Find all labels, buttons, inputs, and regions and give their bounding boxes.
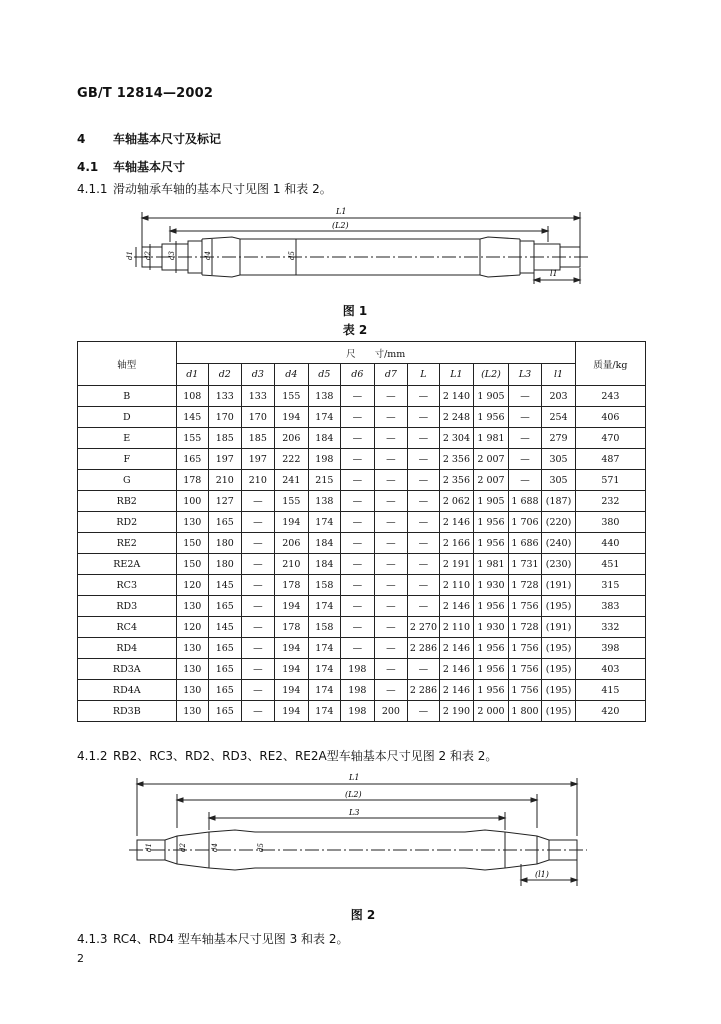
col-header-L: L [408, 364, 439, 386]
cell-d4: 222 [275, 449, 309, 470]
cell-l3: 1 728 [508, 617, 542, 638]
cell-l3: — [508, 470, 542, 491]
cell-l1: 2 146 [439, 659, 474, 680]
fig1-label-L2: (L2) [332, 221, 349, 230]
cell-l1: (195) [542, 638, 576, 659]
cell-d3: — [241, 533, 275, 554]
cell-l: — [408, 470, 439, 491]
cell-model: G [78, 470, 177, 491]
cell-d5: 184 [308, 428, 341, 449]
cell-l2: 1 981 [474, 428, 509, 449]
cell-l: — [408, 575, 439, 596]
cell-d4: 194 [275, 701, 309, 722]
cell-d4: 194 [275, 638, 309, 659]
cell-l3: 1 686 [508, 533, 542, 554]
figure-1-axle-drawing [120, 200, 600, 290]
cell-l: — [408, 491, 439, 512]
cell-d5: 158 [308, 575, 341, 596]
cell-d4: 241 [275, 470, 309, 491]
cell-l1: (195) [542, 659, 576, 680]
cell-l1: (195) [542, 680, 576, 701]
cell-d5: 198 [308, 449, 341, 470]
cell-l1: 2 191 [439, 554, 474, 575]
cell-l3: 1 756 [508, 638, 542, 659]
cell-l2: 1 905 [474, 491, 509, 512]
cell-d4: 194 [275, 659, 309, 680]
cell-d1: 150 [176, 554, 209, 575]
cell-d6: — [341, 428, 375, 449]
cell-l1: (195) [542, 701, 576, 722]
cell-d1: 108 [176, 386, 209, 407]
cell-d2: 170 [209, 407, 242, 428]
cell-d6: — [341, 386, 375, 407]
col-header-d3: d3 [241, 364, 275, 386]
cell-d5: 174 [308, 512, 341, 533]
fig2-label-d4: d4 [211, 843, 219, 852]
section-text: RB2、RC3、RD2、RD3、RE2、RE2A型车轴基本尺寸见图 2 和表 2。 [113, 749, 498, 763]
cell-d6: — [341, 596, 375, 617]
cell-d7: — [374, 470, 408, 491]
cell-l3: 1 706 [508, 512, 542, 533]
cell-l3: 1 731 [508, 554, 542, 575]
cell-d2: 165 [209, 659, 242, 680]
cell-l2: 1 905 [474, 386, 509, 407]
col-header-d1: d1 [176, 364, 209, 386]
cell-d7: — [374, 617, 408, 638]
cell-l1: 2 248 [439, 407, 474, 428]
cell-d7: — [374, 449, 408, 470]
cell-l2: 1 956 [474, 638, 509, 659]
table-2 [77, 341, 646, 722]
cell-d1: 120 [176, 617, 209, 638]
cell-d4: 210 [275, 554, 309, 575]
section-number: 4.1.1 [77, 182, 108, 196]
cell-mass: 243 [575, 386, 645, 407]
cell-d3: 185 [241, 428, 275, 449]
cell-l1: 203 [542, 386, 576, 407]
cell-l1: 2 110 [439, 617, 474, 638]
cell-d4: 206 [275, 533, 309, 554]
cell-d2: 165 [209, 638, 242, 659]
cell-l: — [408, 701, 439, 722]
cell-d2: 180 [209, 533, 242, 554]
cell-d1: 130 [176, 680, 209, 701]
page-number: 2 [77, 952, 84, 965]
cell-l3: 1 688 [508, 491, 542, 512]
cell-l: — [408, 596, 439, 617]
cell-d4: 206 [275, 428, 309, 449]
cell-model: RD3A [78, 659, 177, 680]
cell-l1: 2 356 [439, 449, 474, 470]
cell-d6: — [341, 554, 375, 575]
cell-l2: 2 007 [474, 470, 509, 491]
cell-l1: 2 190 [439, 701, 474, 722]
table-row [78, 428, 646, 449]
cell-d7: — [374, 575, 408, 596]
cell-mass: 415 [575, 680, 645, 701]
figure-2-axle-drawing [125, 768, 595, 890]
cell-model: RD3 [78, 596, 177, 617]
cell-mass: 315 [575, 575, 645, 596]
standard-code: GB/T 12814—2002 [77, 86, 214, 101]
cell-d2: 133 [209, 386, 242, 407]
cell-d5: 138 [308, 491, 341, 512]
cell-d7: — [374, 407, 408, 428]
col-header-mass: 质量/kg [575, 342, 645, 386]
table-row [78, 680, 646, 701]
cell-l: — [408, 407, 439, 428]
cell-d7: — [374, 659, 408, 680]
cell-l1: 2 304 [439, 428, 474, 449]
cell-l1: 2 062 [439, 491, 474, 512]
cell-l3: — [508, 386, 542, 407]
section-number: 4.1.3 [77, 932, 108, 946]
cell-mass: 332 [575, 617, 645, 638]
cell-l1: 2 146 [439, 680, 474, 701]
fig2-label-l1: (l1) [535, 870, 549, 879]
cell-mass: 420 [575, 701, 645, 722]
cell-model: RE2A [78, 554, 177, 575]
cell-d3: — [241, 659, 275, 680]
cell-l: — [408, 512, 439, 533]
cell-model: RD3B [78, 701, 177, 722]
cell-d5: 174 [308, 659, 341, 680]
cell-model: RD4A [78, 680, 177, 701]
cell-l: 2 286 [408, 680, 439, 701]
cell-d1: 120 [176, 575, 209, 596]
table-row [78, 386, 646, 407]
cell-l1: 2 146 [439, 512, 474, 533]
cell-l: — [408, 533, 439, 554]
cell-d5: 174 [308, 638, 341, 659]
cell-d5: 158 [308, 617, 341, 638]
cell-d3: — [241, 554, 275, 575]
cell-d1: 100 [176, 491, 209, 512]
cell-d3: 133 [241, 386, 275, 407]
cell-l1: (191) [542, 617, 576, 638]
cell-d4: 178 [275, 575, 309, 596]
col-header-d4: d4 [275, 364, 309, 386]
cell-d3: 170 [241, 407, 275, 428]
cell-model: RD2 [78, 512, 177, 533]
col-header-l1: l1 [542, 364, 576, 386]
cell-d2: 165 [209, 701, 242, 722]
cell-mass: 232 [575, 491, 645, 512]
cell-l1: 305 [542, 470, 576, 491]
cell-l: — [408, 449, 439, 470]
table-row [78, 470, 646, 491]
cell-l2: 1 981 [474, 554, 509, 575]
cell-model: D [78, 407, 177, 428]
cell-d5: 174 [308, 596, 341, 617]
cell-l: — [408, 554, 439, 575]
cell-d6: — [341, 638, 375, 659]
col-header-d5: d5 [308, 364, 341, 386]
cell-model: B [78, 386, 177, 407]
cell-l1: 305 [542, 449, 576, 470]
cell-d1: 165 [176, 449, 209, 470]
cell-d7: — [374, 533, 408, 554]
cell-l2: 1 956 [474, 512, 509, 533]
cell-d3: — [241, 512, 275, 533]
col-header-L3: L3 [508, 364, 542, 386]
table-row [78, 596, 646, 617]
fig1-label-L1: L1 [336, 207, 347, 216]
cell-l2: 1 956 [474, 407, 509, 428]
cell-d2: 180 [209, 554, 242, 575]
cell-d3: — [241, 617, 275, 638]
cell-d3: 210 [241, 470, 275, 491]
cell-mass: 406 [575, 407, 645, 428]
cell-model: RB2 [78, 491, 177, 512]
cell-l1: 2 356 [439, 470, 474, 491]
cell-l1: 279 [542, 428, 576, 449]
cell-d1: 150 [176, 533, 209, 554]
cell-d2: 145 [209, 575, 242, 596]
col-header-L2: (L2) [474, 364, 509, 386]
cell-d7: — [374, 512, 408, 533]
cell-mass: 398 [575, 638, 645, 659]
fig1-label-d5: d5 [288, 251, 296, 260]
cell-model: RC3 [78, 575, 177, 596]
cell-d5: 215 [308, 470, 341, 491]
cell-model: RD4 [78, 638, 177, 659]
cell-d4: 155 [275, 491, 309, 512]
cell-l3: 1 756 [508, 596, 542, 617]
table-row [78, 512, 646, 533]
cell-d2: 165 [209, 596, 242, 617]
cell-l3: 1 756 [508, 659, 542, 680]
cell-d2: 210 [209, 470, 242, 491]
cell-l1: 2 166 [439, 533, 474, 554]
cell-d6: — [341, 470, 375, 491]
cell-d7: — [374, 491, 408, 512]
fig2-label-d5: d5 [257, 843, 265, 852]
col-header-d6: d6 [341, 364, 375, 386]
cell-l3: — [508, 407, 542, 428]
cell-d2: 145 [209, 617, 242, 638]
cell-mass: 403 [575, 659, 645, 680]
cell-d1: 130 [176, 701, 209, 722]
cell-l: 2 270 [408, 617, 439, 638]
col-header-model: 轴型 [78, 342, 177, 386]
fig2-label-L3: L3 [349, 808, 360, 817]
cell-d5: 138 [308, 386, 341, 407]
fig1-label-d2: d2 [144, 251, 152, 260]
cell-l1: 254 [542, 407, 576, 428]
fig1-label-d1: d1 [126, 251, 134, 260]
figure-1-caption: 图 1 [342, 304, 368, 318]
cell-l1: (220) [542, 512, 576, 533]
cell-l: — [408, 659, 439, 680]
cell-d5: 174 [308, 701, 341, 722]
cell-d7: — [374, 428, 408, 449]
fig1-label-d3: d3 [168, 251, 176, 260]
section-4-heading [77, 130, 221, 147]
cell-d7: — [374, 596, 408, 617]
cell-d4: 178 [275, 617, 309, 638]
cell-d5: 184 [308, 533, 341, 554]
cell-d6: 198 [341, 701, 375, 722]
fig2-label-d2: d2 [179, 843, 187, 852]
cell-mass: 487 [575, 449, 645, 470]
table-row [78, 449, 646, 470]
section-text: 滑动轴承车轴的基本尺寸见图 1 和表 2。 [113, 182, 332, 196]
cell-d2: 165 [209, 680, 242, 701]
table-row [78, 659, 646, 680]
cell-d6: — [341, 512, 375, 533]
table-2-caption: 表 2 [342, 323, 368, 337]
cell-d5: 184 [308, 554, 341, 575]
cell-model: RE2 [78, 533, 177, 554]
table-2-body [78, 386, 646, 722]
table-row [78, 701, 646, 722]
cell-d3: — [241, 638, 275, 659]
table-row [78, 491, 646, 512]
col-header-dims-group: 尺 寸/mm [176, 342, 575, 364]
cell-d1: 130 [176, 638, 209, 659]
cell-l3: — [508, 449, 542, 470]
col-header-d2: d2 [209, 364, 242, 386]
cell-l3: — [508, 428, 542, 449]
cell-l1: (230) [542, 554, 576, 575]
cell-l1: 2 146 [439, 596, 474, 617]
section-text: RC4、RD4 型车轴基本尺寸见图 3 和表 2。 [113, 932, 349, 946]
cell-l: 2 286 [408, 638, 439, 659]
cell-d6: — [341, 617, 375, 638]
cell-l1: (187) [542, 491, 576, 512]
cell-d3: — [241, 680, 275, 701]
cell-l1: (195) [542, 596, 576, 617]
col-header-L1: L1 [439, 364, 474, 386]
cell-l1: (191) [542, 575, 576, 596]
cell-l2: 1 930 [474, 575, 509, 596]
cell-mass: 383 [575, 596, 645, 617]
cell-l: — [408, 386, 439, 407]
cell-d1: 130 [176, 659, 209, 680]
cell-l2: 1 956 [474, 533, 509, 554]
cell-d6: — [341, 449, 375, 470]
fig1-label-d4: d4 [204, 251, 212, 260]
cell-l2: 2 000 [474, 701, 509, 722]
fig1-label-l1: l1 [550, 269, 558, 278]
section-4-1-1-text [77, 180, 332, 197]
cell-d2: 197 [209, 449, 242, 470]
cell-model: F [78, 449, 177, 470]
table-row [78, 407, 646, 428]
cell-d3: — [241, 596, 275, 617]
table-row [78, 638, 646, 659]
cell-l1: (240) [542, 533, 576, 554]
fig2-label-d1: d1 [145, 843, 153, 852]
cell-mass: 571 [575, 470, 645, 491]
cell-l3: 1 800 [508, 701, 542, 722]
cell-d4: 194 [275, 407, 309, 428]
table-row [78, 554, 646, 575]
cell-d6: 198 [341, 659, 375, 680]
cell-d7: — [374, 638, 408, 659]
cell-d6: 198 [341, 680, 375, 701]
cell-d4: 194 [275, 596, 309, 617]
cell-d3: — [241, 701, 275, 722]
col-header-d7: d7 [374, 364, 408, 386]
cell-d7: — [374, 680, 408, 701]
cell-d2: 185 [209, 428, 242, 449]
section-title: 车轴基本尺寸 [113, 160, 186, 174]
table-row [78, 617, 646, 638]
cell-mass: 470 [575, 428, 645, 449]
cell-d6: — [341, 491, 375, 512]
cell-mass: 380 [575, 512, 645, 533]
cell-d1: 145 [176, 407, 209, 428]
cell-d1: 130 [176, 512, 209, 533]
cell-mass: 440 [575, 533, 645, 554]
cell-d4: 194 [275, 512, 309, 533]
cell-model: E [78, 428, 177, 449]
cell-l2: 1 956 [474, 659, 509, 680]
cell-d4: 194 [275, 680, 309, 701]
figure-2-caption: 图 2 [350, 908, 376, 922]
section-4-1-2-text [77, 747, 497, 764]
cell-d5: 174 [308, 407, 341, 428]
section-title: 车轴基本尺寸及标记 [113, 132, 222, 146]
section-4-1-3-text [77, 930, 349, 947]
cell-l3: 1 756 [508, 680, 542, 701]
cell-d6: — [341, 575, 375, 596]
section-number: 4.1 [77, 160, 99, 174]
section-number: 4 [77, 132, 86, 146]
cell-d1: 130 [176, 596, 209, 617]
cell-l1: 2 140 [439, 386, 474, 407]
cell-model: RC4 [78, 617, 177, 638]
cell-d4: 155 [275, 386, 309, 407]
cell-d3: — [241, 491, 275, 512]
cell-d6: — [341, 407, 375, 428]
table-row [78, 533, 646, 554]
cell-d2: 127 [209, 491, 242, 512]
cell-l1: 2 146 [439, 638, 474, 659]
cell-d7: 200 [374, 701, 408, 722]
cell-l2: 1 956 [474, 680, 509, 701]
cell-d1: 178 [176, 470, 209, 491]
cell-d3: — [241, 575, 275, 596]
cell-d2: 165 [209, 512, 242, 533]
cell-d6: — [341, 533, 375, 554]
cell-d3: 197 [241, 449, 275, 470]
cell-d7: — [374, 554, 408, 575]
cell-d7: — [374, 386, 408, 407]
fig2-label-L2: (L2) [345, 790, 362, 799]
cell-l3: 1 728 [508, 575, 542, 596]
cell-l2: 2 007 [474, 449, 509, 470]
cell-d5: 174 [308, 680, 341, 701]
cell-mass: 451 [575, 554, 645, 575]
fig2-label-L1: L1 [349, 773, 360, 782]
cell-l: — [408, 428, 439, 449]
cell-l2: 1 930 [474, 617, 509, 638]
cell-l2: 1 956 [474, 596, 509, 617]
table-row [78, 575, 646, 596]
cell-l1: 2 110 [439, 575, 474, 596]
cell-d1: 155 [176, 428, 209, 449]
section-4-1-heading [77, 158, 185, 175]
section-number: 4.1.2 [77, 749, 108, 763]
